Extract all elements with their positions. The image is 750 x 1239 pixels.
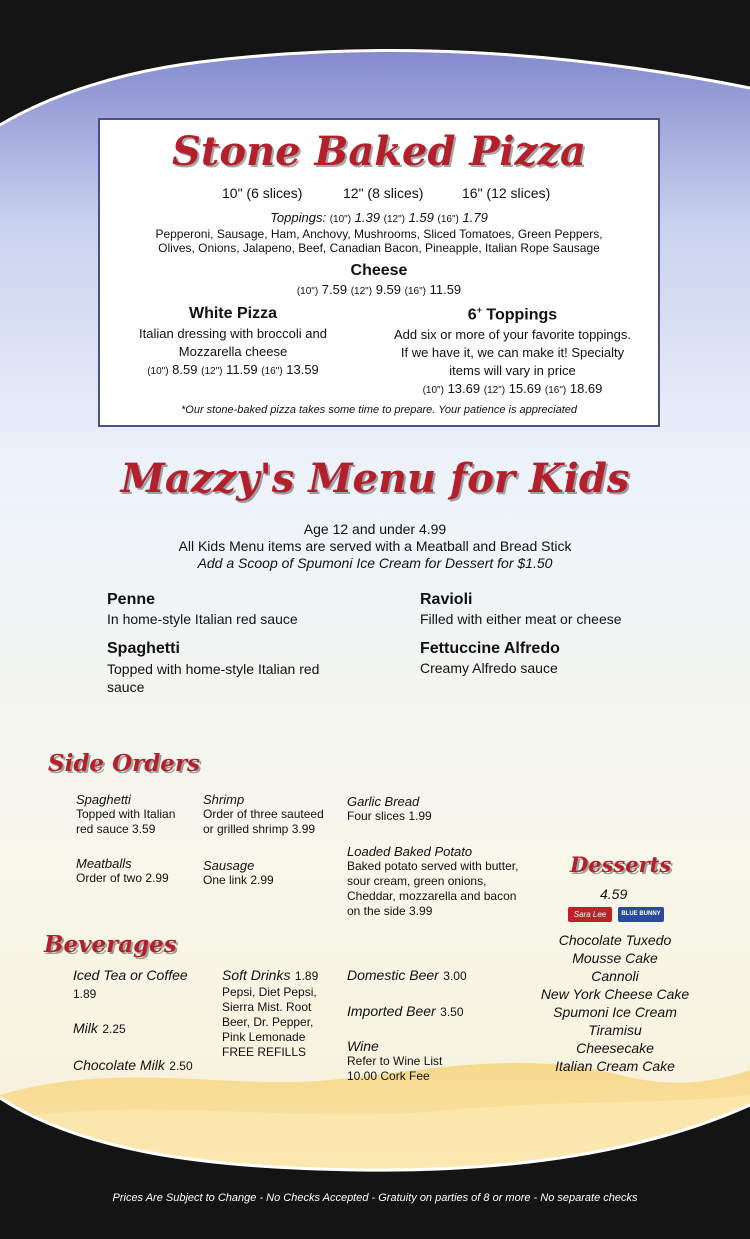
six-rest: Toppings	[481, 306, 558, 324]
pizza-size-10: 10" (6 slices)	[222, 185, 303, 201]
six-desc-3: items will vary in price	[449, 363, 576, 379]
side-meatballs	[76, 856, 169, 886]
bev-price: 3.50	[440, 1005, 464, 1019]
pizza-note: *Our stone-baked pizza takes some time to prepare. Your patience is appreciated	[180, 404, 578, 416]
footer-note: Prices Are Subject to Change - No Checks Accepted - Gratuity on parties of 8 or more - No separate checks	[112, 1192, 638, 1204]
item-name: Spaghetti	[107, 640, 180, 657]
desserts-list	[530, 931, 700, 1075]
bev-price: 2.50	[169, 1059, 193, 1073]
cheese-price-10: 7.59	[321, 282, 348, 297]
side-desc-1: Topped with Italian	[76, 807, 176, 821]
six-desc-2: If we have it, we can make it! Specialty	[400, 345, 625, 361]
blue-bunny-logo: BLUE BUNNY	[618, 907, 664, 922]
cheese-price-16: 11.59	[429, 282, 462, 297]
bev-desc-3: Beer, Dr. Pepper,	[222, 1015, 314, 1029]
bev-chocolate-milk	[73, 1057, 193, 1075]
size-10-tag: (10")	[329, 214, 352, 225]
six-price-12: 15.69	[508, 381, 542, 397]
six-toppings-title	[370, 305, 655, 324]
item-name: Penne	[107, 591, 156, 608]
kids-dessert: Add a Scoop of Spumoni Ice Cream for Dessert for $1.50	[197, 555, 553, 571]
item-desc: Creamy Alfredo sauce	[420, 660, 558, 676]
six-sup: +	[476, 305, 482, 315]
bev-name: Chocolate Milk	[73, 1057, 165, 1073]
side-desc-2: red sauce 3.59	[76, 822, 156, 836]
side-desc-1: One link 2.99	[203, 873, 274, 887]
white-pizza-desc-1: Italian dressing with broccoli and	[139, 326, 327, 341]
toppings-label: Toppings:	[270, 210, 327, 225]
side-desc-1: Order of two 2.99	[76, 871, 169, 885]
bev-name: Domestic Beer	[347, 967, 439, 983]
dessert-item: New York Cheese Cake	[540, 986, 690, 1002]
bev-soft-drinks	[222, 967, 318, 1060]
bev-desc-5: FREE REFILLS	[222, 1045, 307, 1059]
size-12-tag: (12")	[483, 385, 506, 397]
side-desc-2: or grilled shrimp 3.99	[203, 822, 316, 836]
bev-desc-2: 10.00 Cork Fee	[347, 1069, 430, 1083]
side-sausage	[203, 858, 274, 888]
dessert-item: Cannoli	[591, 968, 639, 984]
bev-iced-tea	[73, 967, 188, 1001]
bev-price: 3.00	[443, 969, 467, 983]
side-desc-3: Cheddar, mozzarella and bacon	[347, 889, 517, 903]
item-name: Fettuccine Alfredo	[420, 640, 560, 657]
dessert-item: Spumoni Ice Cream	[553, 1004, 677, 1020]
size-16-tag: (16")	[404, 286, 426, 297]
size-16-tag: (16")	[261, 366, 283, 377]
sara-lee-logo: Sara Lee	[568, 907, 612, 922]
side-name: Sausage	[203, 858, 255, 873]
pizza-size-12: 12" (8 slices)	[343, 185, 424, 201]
cheese-title: Cheese	[350, 262, 408, 279]
size-10-tag: (10")	[147, 366, 169, 377]
cheese-prices	[98, 282, 660, 297]
bev-price: 2.25	[102, 1022, 126, 1036]
white-pizza-prices	[118, 361, 348, 380]
side-desc-2: sour cream, green onions,	[347, 874, 487, 888]
toppings-list-1: Pepperoni, Sausage, Ham, Anchovy, Mushrooms, Sliced Tomatoes, Green Peppers,	[155, 227, 603, 241]
bev-name: Imported Beer	[347, 1003, 436, 1019]
size-10-tag: (10")	[296, 286, 319, 297]
size-12-tag: (12")	[350, 286, 373, 297]
side-desc-1: Baked potato served with butter,	[347, 859, 519, 873]
side-name: Spaghetti	[76, 792, 131, 807]
side-name: Meatballs	[76, 856, 132, 871]
side-name: Shrimp	[203, 792, 245, 807]
item-desc-1: Topped with home-style Italian red	[107, 661, 320, 677]
kids-item-ravioli	[420, 591, 622, 627]
topping-price-12: 1.59	[408, 210, 434, 225]
toppings-price-line	[98, 210, 660, 225]
six-price-16: 18.69	[569, 381, 603, 397]
pizza-title: Stone Baked Pizza	[172, 128, 586, 175]
bev-domestic-beer	[347, 967, 467, 985]
bev-desc-2: Sierra Mist. Root	[222, 1000, 312, 1014]
bev-desc-1: Pepsi, Diet Pepsi,	[222, 985, 317, 999]
dessert-item: Tiramisu	[588, 1022, 642, 1038]
size-12-tag: (12")	[201, 366, 223, 377]
bev-wine	[347, 1038, 442, 1084]
white-price-10: 8.59	[172, 362, 198, 377]
cheese-price-12: 9.59	[375, 282, 401, 297]
dessert-item: Mousse Cake	[572, 950, 658, 966]
six-prices	[370, 380, 655, 399]
dessert-item: Italian Cream Cake	[555, 1058, 675, 1074]
bev-desc-1: Refer to Wine List	[347, 1054, 443, 1068]
size-16-tag: (16")	[437, 214, 459, 225]
bev-price: 1.89	[73, 987, 97, 1001]
white-pizza-title: White Pizza	[188, 305, 277, 322]
item-desc: Filled with either meat or cheese	[420, 611, 622, 627]
beverages-title: Beverages	[44, 931, 177, 958]
bev-milk	[73, 1020, 126, 1038]
bev-desc-4: Pink Lemonade	[222, 1030, 306, 1044]
six-num: 6	[467, 306, 477, 324]
side-desc-1: Order of three sauteed	[203, 807, 324, 821]
side-garlic-bread	[347, 794, 432, 824]
toppings-list-2: Olives, Onions, Jalapeno, Beef, Canadian Bacon, Pineapple, Italian Rope Sausage	[158, 241, 600, 255]
topping-price-16: 1.79	[462, 210, 488, 225]
side-orders-title: Side Orders	[48, 750, 201, 777]
dessert-item: Cheesecake	[576, 1040, 654, 1056]
bev-name: Wine	[347, 1038, 379, 1054]
pizza-size-16: 16" (12 slices)	[462, 185, 551, 201]
kids-served: All Kids Menu items are served with a Meatball and Bread Stick	[178, 538, 572, 554]
white-pizza-block	[118, 305, 348, 380]
item-name: Ravioli	[420, 591, 473, 608]
item-desc-2: sauce	[107, 679, 145, 695]
side-name: Loaded Baked Potato	[347, 844, 473, 859]
bev-name: Milk	[73, 1020, 98, 1036]
side-desc-4: on the side 3.99	[347, 904, 433, 918]
bev-name: Iced Tea or Coffee	[73, 967, 188, 983]
white-pizza-desc-2: Mozzarella cheese	[178, 344, 288, 359]
side-name: Garlic Bread	[347, 794, 420, 809]
side-loaded-potato	[347, 844, 518, 919]
size-16-tag: (16")	[544, 385, 567, 397]
side-spaghetti	[76, 792, 175, 837]
desserts-title: Desserts	[570, 852, 672, 877]
bev-price: 1.89	[294, 969, 319, 983]
topping-price-10: 1.39	[354, 210, 380, 225]
size-12-tag: (12")	[383, 214, 405, 225]
kids-age: Age 12 and under 4.99	[303, 521, 447, 537]
bev-imported-beer	[347, 1003, 464, 1021]
size-10-tag: (10")	[422, 385, 444, 397]
item-desc: In home-style Italian red sauce	[107, 611, 298, 627]
dessert-item: Chocolate Tuxedo	[558, 932, 672, 948]
white-price-12: 11.59	[226, 362, 258, 377]
kids-item-spaghetti	[107, 640, 319, 696]
kids-title: Mazzy's Menu for Kids	[120, 455, 630, 502]
kids-item-fettuccine	[420, 640, 560, 676]
desserts-price: 4.59	[600, 886, 628, 902]
side-shrimp	[203, 792, 324, 837]
side-desc-1: Four slices 1.99	[347, 809, 432, 823]
white-price-16: 13.59	[286, 362, 319, 377]
six-toppings-block	[370, 305, 655, 399]
six-desc-1: Add six or more of your favorite toppings.	[393, 327, 631, 343]
kids-item-penne	[107, 591, 298, 627]
six-price-10: 13.69	[447, 381, 481, 397]
bev-name: Soft Drinks	[222, 967, 291, 983]
